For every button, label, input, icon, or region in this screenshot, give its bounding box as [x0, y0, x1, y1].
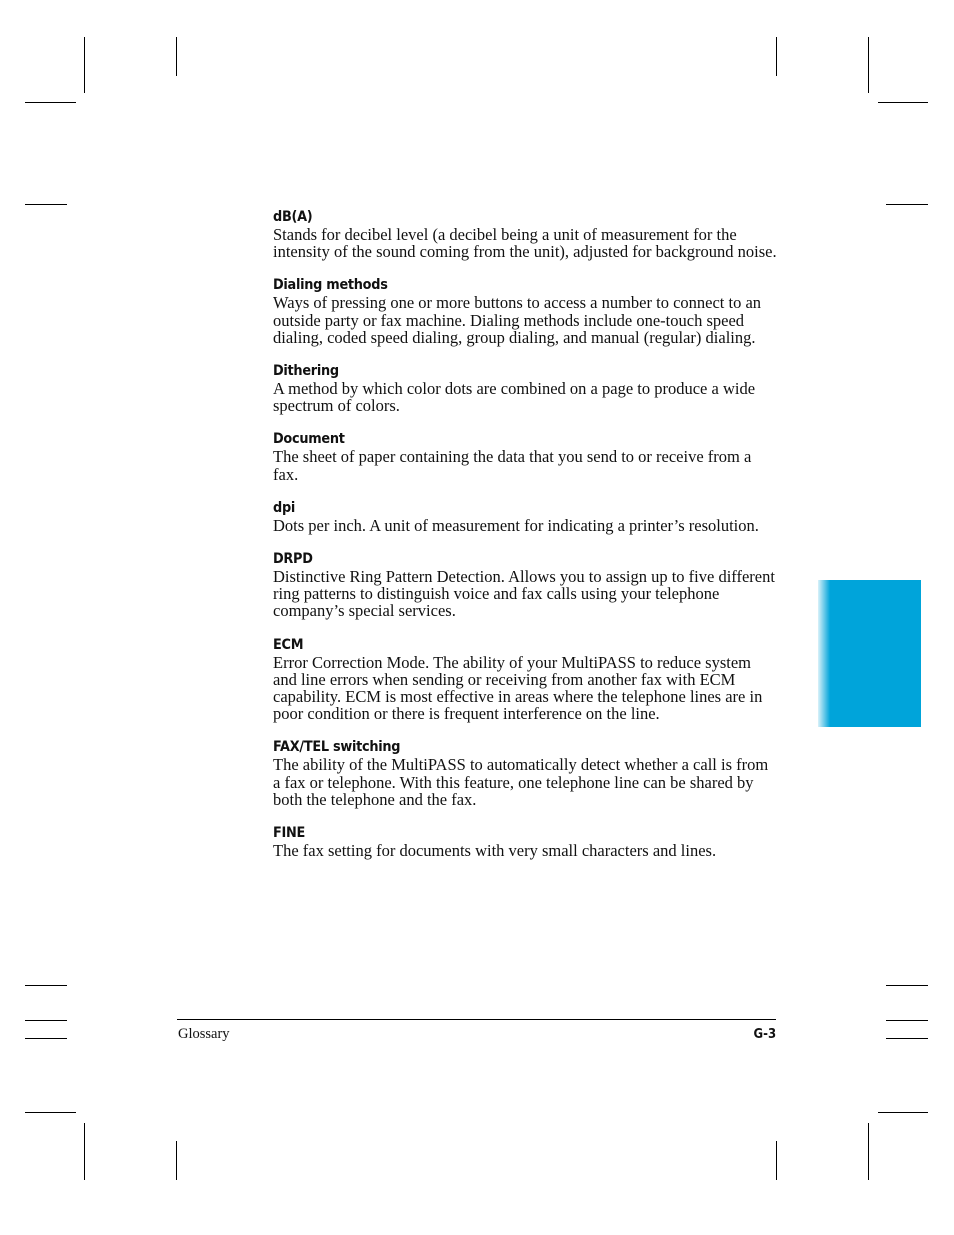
glossary-definition: Ways of pressing one or more buttons to access a number to connect to an outside party or fax machine. Dialing methods include one-touch speed dialing, coded speed dialing, group dialing, and manual (regular) dialing.	[273, 293, 762, 347]
crop-mark	[776, 37, 777, 76]
footer-rule	[177, 1019, 776, 1020]
crop-mark	[25, 204, 67, 205]
page-number: G-3	[753, 1027, 776, 1042]
glossary-term: DRPD	[273, 551, 313, 568]
glossary-term: FAX/TEL switching	[273, 739, 401, 756]
crop-mark	[25, 1112, 76, 1113]
glossary-term: ECM	[273, 636, 304, 653]
glossary-entry	[273, 500, 778, 534]
crop-mark	[868, 37, 869, 93]
glossary-term: dB(A)	[273, 209, 313, 225]
glossary-entry	[273, 739, 778, 808]
crop-mark	[84, 37, 85, 93]
footer-section-name: Glossary	[178, 1026, 230, 1042]
crop-mark	[886, 985, 928, 986]
crop-mark	[878, 102, 928, 103]
crop-mark	[25, 102, 76, 103]
glossary-term: FINE	[273, 825, 306, 842]
crop-mark	[886, 1020, 928, 1021]
glossary-definition: Stands for decibel level (a decibel being a unit of measurement for the intensity of the sound coming from the unit), adjusted for background noise.	[273, 225, 777, 262]
crop-mark	[176, 1141, 177, 1180]
crop-mark	[84, 1123, 85, 1180]
crop-mark	[25, 1038, 67, 1039]
glossary-entry	[273, 551, 778, 620]
glossary-entry	[273, 637, 778, 723]
section-tab	[818, 580, 921, 727]
glossary-term: Dialing methods	[273, 277, 388, 294]
crop-mark	[25, 1020, 67, 1021]
glossary-term: Dithering	[273, 363, 339, 380]
crop-mark	[868, 1123, 869, 1180]
glossary-definition: A method by which color dots are combined on a page to produce a wide spectrum of colors.	[273, 379, 756, 416]
glossary-definition: The sheet of paper containing the data that you send to or receive from a fax.	[273, 447, 752, 484]
crop-mark	[776, 1141, 777, 1180]
glossary-definition: Dots per inch. A unit of measurement for indicating a printer’s resolution.	[273, 515, 759, 535]
crop-mark	[878, 1112, 928, 1113]
glossary-entry	[273, 277, 778, 346]
crop-mark	[886, 204, 928, 205]
glossary-entry	[273, 431, 778, 482]
glossary-definition: Distinctive Ring Pattern Detection. Allows you to assign up to five different ring patterns to distinguish voice and fax calls using your telephone company’s special services.	[273, 567, 775, 621]
glossary-definition: The ability of the MultiPASS to automatically detect whether a call is from a fax or telephone. With this feature, one telephone line can be shared by both the telephone and the fax.	[273, 755, 769, 809]
glossary-term: Document	[273, 431, 345, 448]
glossary-entry	[273, 363, 778, 414]
crop-mark	[886, 1038, 928, 1039]
glossary-list	[273, 209, 778, 876]
glossary-entry	[273, 825, 778, 859]
glossary-term: dpi	[273, 499, 296, 516]
crop-mark	[25, 985, 67, 986]
crop-mark	[176, 37, 177, 76]
glossary-definition: The fax setting for documents with very small characters and lines.	[273, 841, 717, 861]
glossary-definition: Error Correction Mode. The ability of your MultiPASS to reduce system and line errors when sending or receiving from another fax with ECM capability. ECM is most effective in areas where the telephone lines are in poor condition or there is frequent interference on the line.	[273, 652, 763, 724]
glossary-entry	[273, 209, 778, 260]
